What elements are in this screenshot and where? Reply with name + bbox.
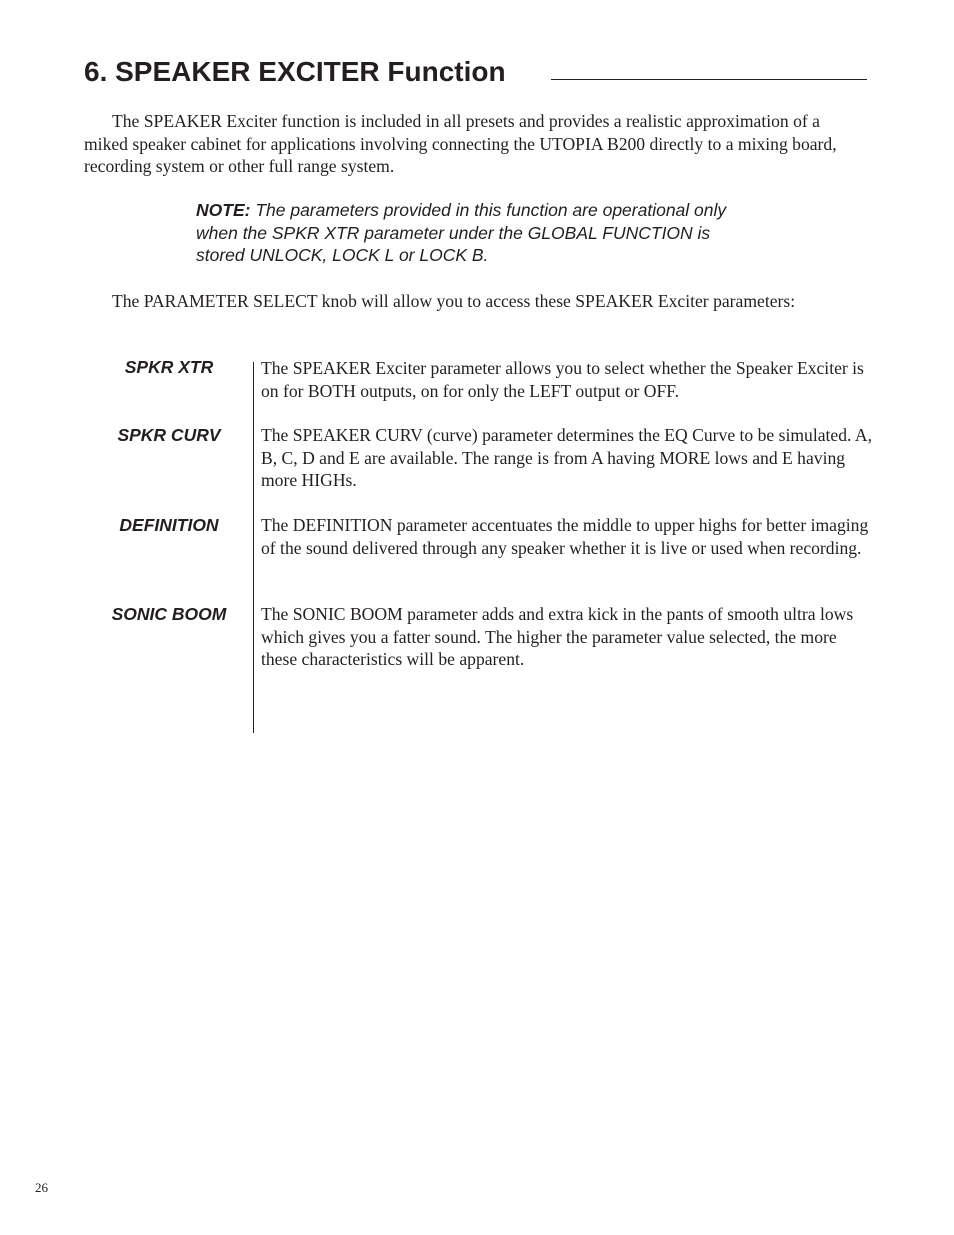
- param-desc-sonic-boom: The SONIC BOOM parameter adds and extra kick in the pants of smooth ultra lows which gives you a fatter sound. The higher the parameter value selected, the more these characteristics will be apparent.: [261, 604, 854, 669]
- access-paragraph: The PARAMETER SELECT knob will allow you to access these SPEAKER Exciter parameters:: [112, 291, 796, 311]
- parameter-divider: [253, 362, 254, 733]
- intro-paragraph: The SPEAKER Exciter function is included in all presets and provides a realistic approximation of a miked speaker cabinet for applications involving connecting the UTOPIA B200 directly to a mixing board, recording system or other full range system.: [84, 111, 837, 176]
- heading-rule: [551, 79, 867, 80]
- section-heading: 6. SPEAKER EXCITER Function: [84, 56, 506, 87]
- page-number: 26: [35, 1180, 48, 1195]
- note-label: NOTE:: [196, 200, 251, 220]
- param-label-sonic-boom: SONIC BOOM: [111, 604, 227, 624]
- param-label-definition: DEFINITION: [119, 515, 219, 535]
- param-label-spkr-xtr: SPKR XTR: [124, 357, 214, 377]
- note-text: The parameters provided in this function are operational only when the SPKR XTR parameter under the GLOBAL FUNCTION is stored UNLOCK, LOCK L or LOCK B.: [196, 200, 727, 265]
- note-paragraph: [196, 199, 756, 267]
- param-desc-spkr-xtr: The SPEAKER Exciter parameter allows you to select whether the Speaker Exciter is on for BOTH outputs, on for only the LEFT output or OFF.: [261, 358, 864, 401]
- param-label-spkr-curv: SPKR CURV: [117, 425, 221, 445]
- param-desc-spkr-curv: The SPEAKER CURV (curve) parameter determines the EQ Curve to be simulated. A, B, C, D and E are available. The range is from A having MORE lows and E having more HIGHs.: [261, 425, 872, 490]
- param-desc-definition: The DEFINITION parameter accentuates the middle to upper highs for better imaging of the sound delivered through any speaker whether it is live or used when recording.: [261, 515, 869, 558]
